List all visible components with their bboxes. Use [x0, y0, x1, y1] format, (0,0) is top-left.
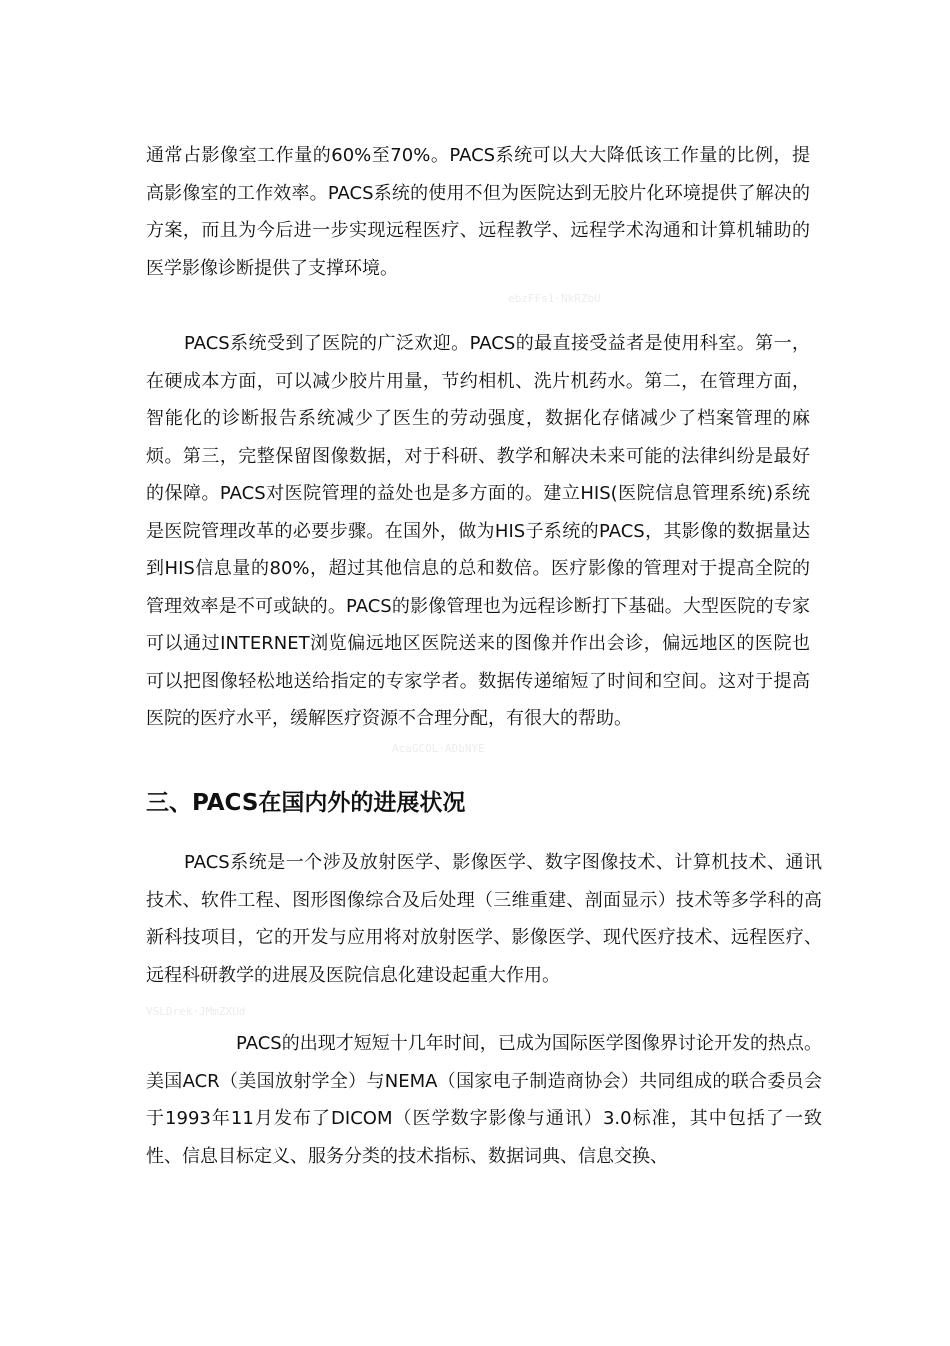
watermark-text: VSLDrek·JMmZXUd — [146, 1005, 246, 1018]
paragraph-text: PACS系统受到了医院的广泛欢迎。PACS的最直接受益者是使用科室。第一，在硬成本方面，可以减少胶片用量，节约相机、洗片机药水。第二，在管理方面，智能化的诊断报告系统减少了医生的劳动强度，数据化存储减少了档案管理的麻烦。第三，完整保留图像数据，对于科研、教学和解决未来可能的法律纠纷是最好的保障。PACS对医院管理的益处也是多方面的。建立HIS(医院信息管理系统)系统是医院管理改革的必要步骤。在国外，做为HIS子系统的PACS，其影像的数据量达到HIS信息量的80%，超过其他信息的总和数倍。医疗影像的管理对于提高全院的管理效率是不可或缺的。PACS的影像管理也为远程诊断打下基础。大型医院的专家可以通过INTERNET浏览偏远地区医院送来的图像并作出会诊，偏远地区的医院也可以把图像轻松地送给指定的专家学者。数据传递缩短了时间和空间。这对于提高医院的医疗水平，缓解医疗资源不合理分配，有很大的帮助。 — [146, 333, 810, 729]
paragraph-dicom — [146, 1025, 822, 1175]
paragraph-workload — [146, 137, 810, 287]
section-heading: 三、PACS在国内外的进展状况 — [146, 790, 466, 816]
paragraph-benefits — [146, 325, 810, 738]
paragraph-text: 通常占影像室工作量的60%至70%。PACS系统可以大大降低该工作量的比例，提高影像室的工作效率。PACS系统的使用不但为医院达到无胶片化环境提供了解决的方案，而且为今后进一步实现远程医疗、远程教学、远程学术沟通和计算机辅助的医学影像诊断提供了支撑环境。 — [146, 145, 810, 279]
paragraph-text: PACS的出现才短短十几年时间，已成为国际医学图像界讨论开发的热点。美国ACR（美国放射学全）与NEMA（国家电子制造商协会）共同组成的联合委员会于1993年11月发布了DICOM（医学数字影像与通讯）3.0标准，其中包括了一致性、信息目标定义、服务分类的技术指标、数据词典、信息交换、 — [146, 1033, 822, 1167]
watermark-text: ebzFFs1·NkRZbU — [508, 292, 601, 305]
paragraph-overview — [146, 844, 822, 994]
paragraph-text: PACS系统是一个涉及放射医学、影像医学、数字图像技术、计算机技术、通讯技术、软件工程、图形图像综合及后处理（三维重建、剖面显示）技术等多学科的高新科技项目，它的开发与应用将对放射医学、影像医学、现代医疗技术、远程医疗、远程科研教学的进展及医院信息化建设起重大作用。 — [146, 852, 822, 986]
watermark-text: AcaGCOL·ADbNYE — [392, 742, 485, 755]
